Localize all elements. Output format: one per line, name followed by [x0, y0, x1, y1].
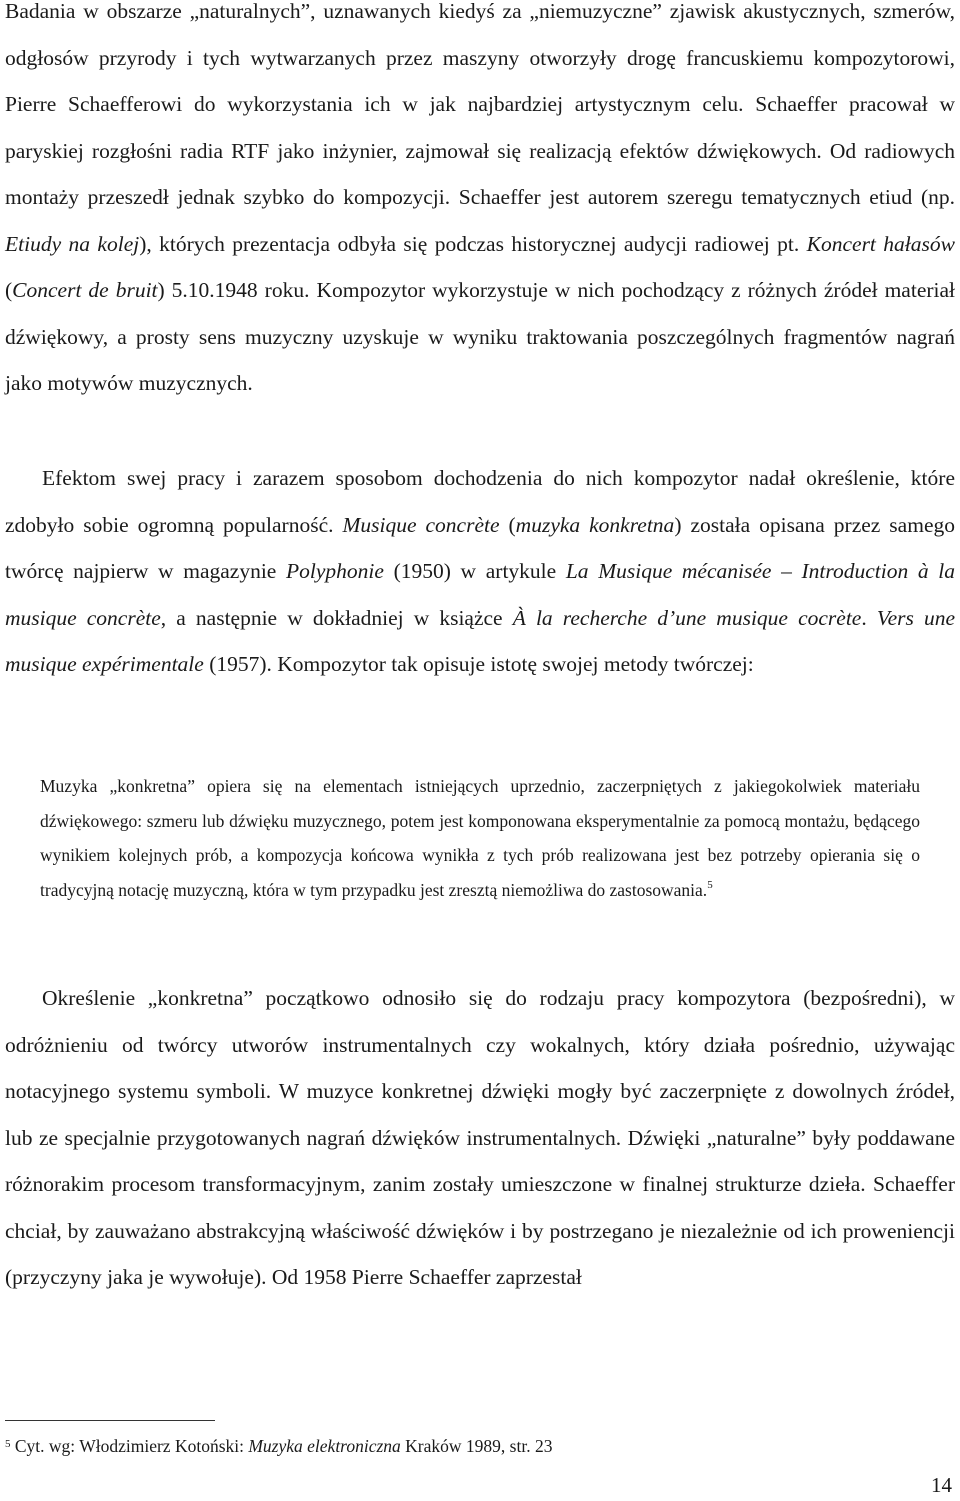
footnote: $^5$ Cyt. wg: Włodzimierz Kotoński: Muzyka elektroniczna Kraków 1989, str. 23 [5, 1436, 553, 1456]
page-number: 14 [931, 1473, 952, 1497]
cited-book-title: Muzyka elektroniczna [248, 1436, 401, 1456]
work-title: Etiudy na kolej [5, 231, 140, 256]
footnote-separator [5, 1420, 215, 1421]
work-title: Concert de bruit [12, 278, 158, 302]
magazine-title: Polyphonie [286, 559, 384, 583]
term: muzyka konkretna [515, 512, 675, 537]
book-title: À la recherche d’une musique cocrète [512, 605, 862, 630]
work-title: Koncert hałasów [806, 231, 955, 256]
paragraph-konkretna-definition: Określenie „konkretna” początkowo odnosiło się do rodzaju pracy kompozytora (bezpośredni), w odróżnieniu od twórcy utworów instrumentalnych czy wokalnych, który działa pośrednio, używając notacyjnego systemu symboli. W muzyce konkretnej dźwięki mogły być zaczerpnięte z dowolnych źródeł, lub ze specjalnie przygotowanych nagrań dźwięków instrumentalnych. Dźwięki „naturalne” były poddawane różnorakim procesom transformacyjnym, zanim zostały umieszczone w finalnej strukturze dzieła. Schaeffer chciał, by zauważano abstrakcyjną właściwość dźwięków i by postrzegano je niezależnie od ich proweniencji (przyczyny jaka je wywołuje). Od 1958 Pierre Schaeffer zaprzestał [5, 986, 955, 1289]
article-title: La Musique mécanisée – Introduction à la musique concrète [5, 559, 955, 630]
footnote-reference[interactable]: 5 [707, 878, 713, 891]
paragraph-musique-concrete: Efektom swej pracy i zarazem sposobom dochodzenia do nich kompozytor nadał określenie, które zdobyło sobie ogromną popularność. Musique concrète (muzyka konkretna) została opisana przez samego twórcę najpierw w magazynie Polyphonie (1950) w artykule La Musique mécanisée – Introduction à la musique concrète, a następnie w dokładniej w książce À la recherche d’une musique cocrète. Vers une musique expérimentale (1957). Kompozytor tak opisuje istotę swojej metody twórczej: [5, 466, 956, 676]
book-title: Vers une musique expérimentale [5, 605, 956, 676]
footnote-number: 5 [5, 1438, 11, 1450]
paragraph-schaeffer-intro: Badania w obszarze „naturalnych”, uznawanych kiedyś za „niemuzyczne” zjawisk akustycznych, szmerów, odgłosów przyrody i tych wytwarzanych przez maszyny otworzyły drogę francuskiemu kompozytorowi, Pierre Schaefferowi do wykorzystania ich w jak najbardziej artystycznym celu. Schaeffer pracował w paryskiej rozgłośni radia RTF jako inżynier, zajmował się realizacją efektów dźwiękowych. Od radiowych montaży przeszedł jednak szybko do kompozycji. Schaeffer jest autorem szeregu tematycznych etiud (np. Etiudy na kolej), których prezentacja odbyła się podczas historycznej audycji radiowej pt. Koncert hałasów (Concert de bruit) 5.10.1948 roku. Kompozytor wykorzystuje w nich pochodzący z różnych źródeł materiał dźwiękowy, a prosty sens muzyczny uzyskuje w wyniku traktowania poszczególnych fragmentów nagrań jako motywów muzycznych. [5, 0, 956, 395]
term: Musique concrète [342, 512, 500, 537]
block-quote: Muzyka „konkretna” opiera się na elementach istniejących uprzednio, zaczerpniętych z jakiegokolwiek materiału dźwiękowego: szmeru lub dźwięku muzycznego, potem jest komponowana eksperymentalnie za pomocą montażu, będącego wynikiem kolejnych prób, a kompozycja końcowa wynikła z tych prób realizowana jest bez potrzeby opierania się o tradycyjną notację muzyczną, która w tym przypadku jest zresztą niemożliwa do zastosowania.$^5$ [40, 776, 920, 900]
